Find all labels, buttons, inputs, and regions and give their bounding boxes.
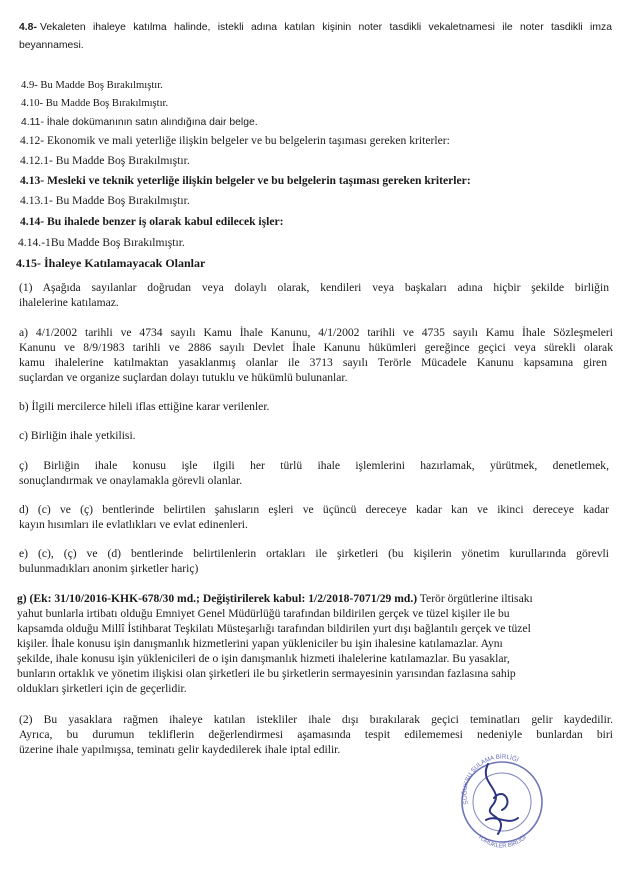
paragraph-e-line1: e) (c), (ç) ve (d) bentlerinde belirtilenlerin ortakları ile şirketleri (bu kişilerin yönetim kurullarında görevli (19, 547, 609, 560)
item-4-8-text-line2: beyannamesi. (19, 40, 84, 51)
paragraph-2-line3: üzerine ihale yapılmışsa, teminatı gelir kaydedilerek ihale iptal edilir. (19, 743, 341, 756)
paragraph-a-line4: suçlardan ve organize suçlardan dolayı tutuklu ve hükümlü bulunanlar. (19, 371, 348, 384)
stamp-inner-ring (473, 773, 531, 831)
item-4-8-number: 4.8- (19, 22, 37, 33)
item-4-13-heading: 4.13- Mesleki ve teknik yeterliğe ilişkin belgeler ve bu belgelerin taşıması gereken kriterler: (20, 174, 471, 187)
item-4-13-1: 4.13.1- Bu Madde Boş Bırakılmıştır. (20, 194, 190, 207)
paragraph-b: b) İlgili mercilerce hileli iflas ettiğine karar verilenler. (19, 400, 270, 413)
paragraph-g-line6: bunların ortaklık ve yönetim ilişkisi olan şirketleri ile bu şirketlerin sermayesinin yarısından fazlasına sahip (17, 667, 516, 680)
paragraph-g-line3: kapsamda olduğu Millî İstihbarat Teşkilatı Müsteşarlığı tarafından bildirilen yurt dışı bağlantılı gerçek ve tüzel (17, 622, 531, 635)
item-4-8-text-line1: Vekaleten ihaleye katılma halinde, istekli adına katılan kişinin noter tasdikli vekaletnamesi ile noter tasdikli imza (40, 22, 612, 33)
official-stamp (448, 744, 544, 854)
paragraph-g-line4: kişiler. İhale konusu işin danışmanlık hizmetlerini yapan yükleniciler bu işin ihalesine katılamazlar. Aynı (17, 637, 503, 650)
paragraph-2-line1: (2) Bu yasaklara rağmen ihaleye katılan istekliler ihale dışı bırakılarak geçici teminatları gelir kaydedilir. (19, 713, 613, 726)
paragraph-c: c) Birliğin ihale yetkilisi. (19, 429, 136, 442)
item-4-12-heading: 4.12- Ekonomik ve mali yeterliğe ilişkin belgeler ve bu belgelerin taşıması gereken kriterler: (20, 134, 450, 147)
paragraph-1-line1: (1) Aşağıda sayılanlar doğrudan veya dolaylı olarak, kendileri veya başkaları adına hiçbir şekilde birliğin (19, 281, 609, 294)
paragraph-1-line2: ihalelerine katılamaz. (19, 296, 119, 309)
paragraph-cc-line2: sonuçlandırmak ve onaylamakla görevli olanlar. (19, 474, 243, 487)
paragraph-a-line3: kamu ihalelerine katılmaktan yasaklanmış olanlar ile 3713 sayılı Terörle Mücadele Kanunu kapsamına giren (19, 356, 607, 369)
item-4-11: 4.11- İhale dokümanının satın alındığına dair belge. (21, 117, 258, 128)
paragraph-d-line1: d) (c) ve (ç) bentlerinde belirtilen şahısların eşleri ve üçüncü dereceye kadar kan ve ikinci dereceye kadar (19, 503, 609, 516)
item-4-10: 4.10- Bu Madde Boş Bırakılmıştır. (21, 98, 169, 109)
paragraph-g-line5: şekilde, ihale konusu işin yüklenicileri de o işin danışmanlık hizmeti ihalelerine katılamazlar. Bu yasaklar, (17, 652, 510, 665)
paragraph-g-amendment-note: g) (Ek: 31/10/2016-KHK-678/30 md.; Değiştirilerek kabul: 1/2/2018-7071/29 md.) (17, 592, 418, 605)
paragraph-g-line1-rest: Terör örgütlerine iltisakı (417, 592, 533, 605)
paragraph-g-line2: yahut bunlarla irtibatı olduğu Emniyet Genel Müdürlüğü tarafından bildirilen gerçek ve tüzel kişiler ile bu (17, 607, 510, 620)
item-4-14-1: 4.14.-1Bu Madde Boş Bırakılmıştır. (18, 236, 185, 249)
section-4-15-title: 4.15- İhaleye Katılamayacak Olanlar (16, 256, 206, 270)
signature-mark (486, 764, 518, 834)
paragraph-a-line2: Kanunu ve 8/9/1983 tarihli ve 2886 sayılı Devlet İhale Kanunu hükümleri gereğince geçici veya sürekli olarak (19, 341, 613, 354)
item-4-9: 4.9- Bu Madde Boş Bırakılmıştır. (21, 80, 163, 91)
item-4-14-heading: 4.14- Bu ihalede benzer iş olarak kabul edilecek işler: (20, 215, 284, 228)
paragraph-2-line2: Ayrıca, bu durumun tekliflerin değerlendirmesi aşamasında tespit edilememesi nedeniyle bunlardan biri (19, 728, 613, 741)
paragraph-cc-line1: ç) Birliğin ihale konusu işle ilgili her türlü ihale işlemlerini hazırlamak, yürütmek, denetlemek, (19, 459, 609, 472)
paragraph-g-line7: oldukları şirketleri için de geçerlidir. (17, 682, 187, 695)
item-4-12-1: 4.12.1- Bu Madde Boş Bırakılmıştır. (20, 154, 190, 167)
stamp-bottom-text: YÖRÜKLER BİRLİĞİ (476, 833, 528, 850)
stamp-arc-text: SOĞUKSU SULAMA BİRLİĞİ (461, 753, 520, 806)
paragraph-a-line1: a) 4/1/2002 tarihli ve 4734 sayılı Kamu İhale Kanunu, 4/1/2002 tarihli ve 4735 sayılı Kamu İhale Sözleşmeleri (19, 326, 613, 339)
paragraph-d-line2: kayın hısımları ile evlatlıkları ve evlat edinenleri. (19, 518, 248, 531)
paragraph-e-line2: bulunmadıkları anonim şirketler hariç) (19, 562, 199, 575)
paragraph-g-line1 (17, 592, 533, 606)
